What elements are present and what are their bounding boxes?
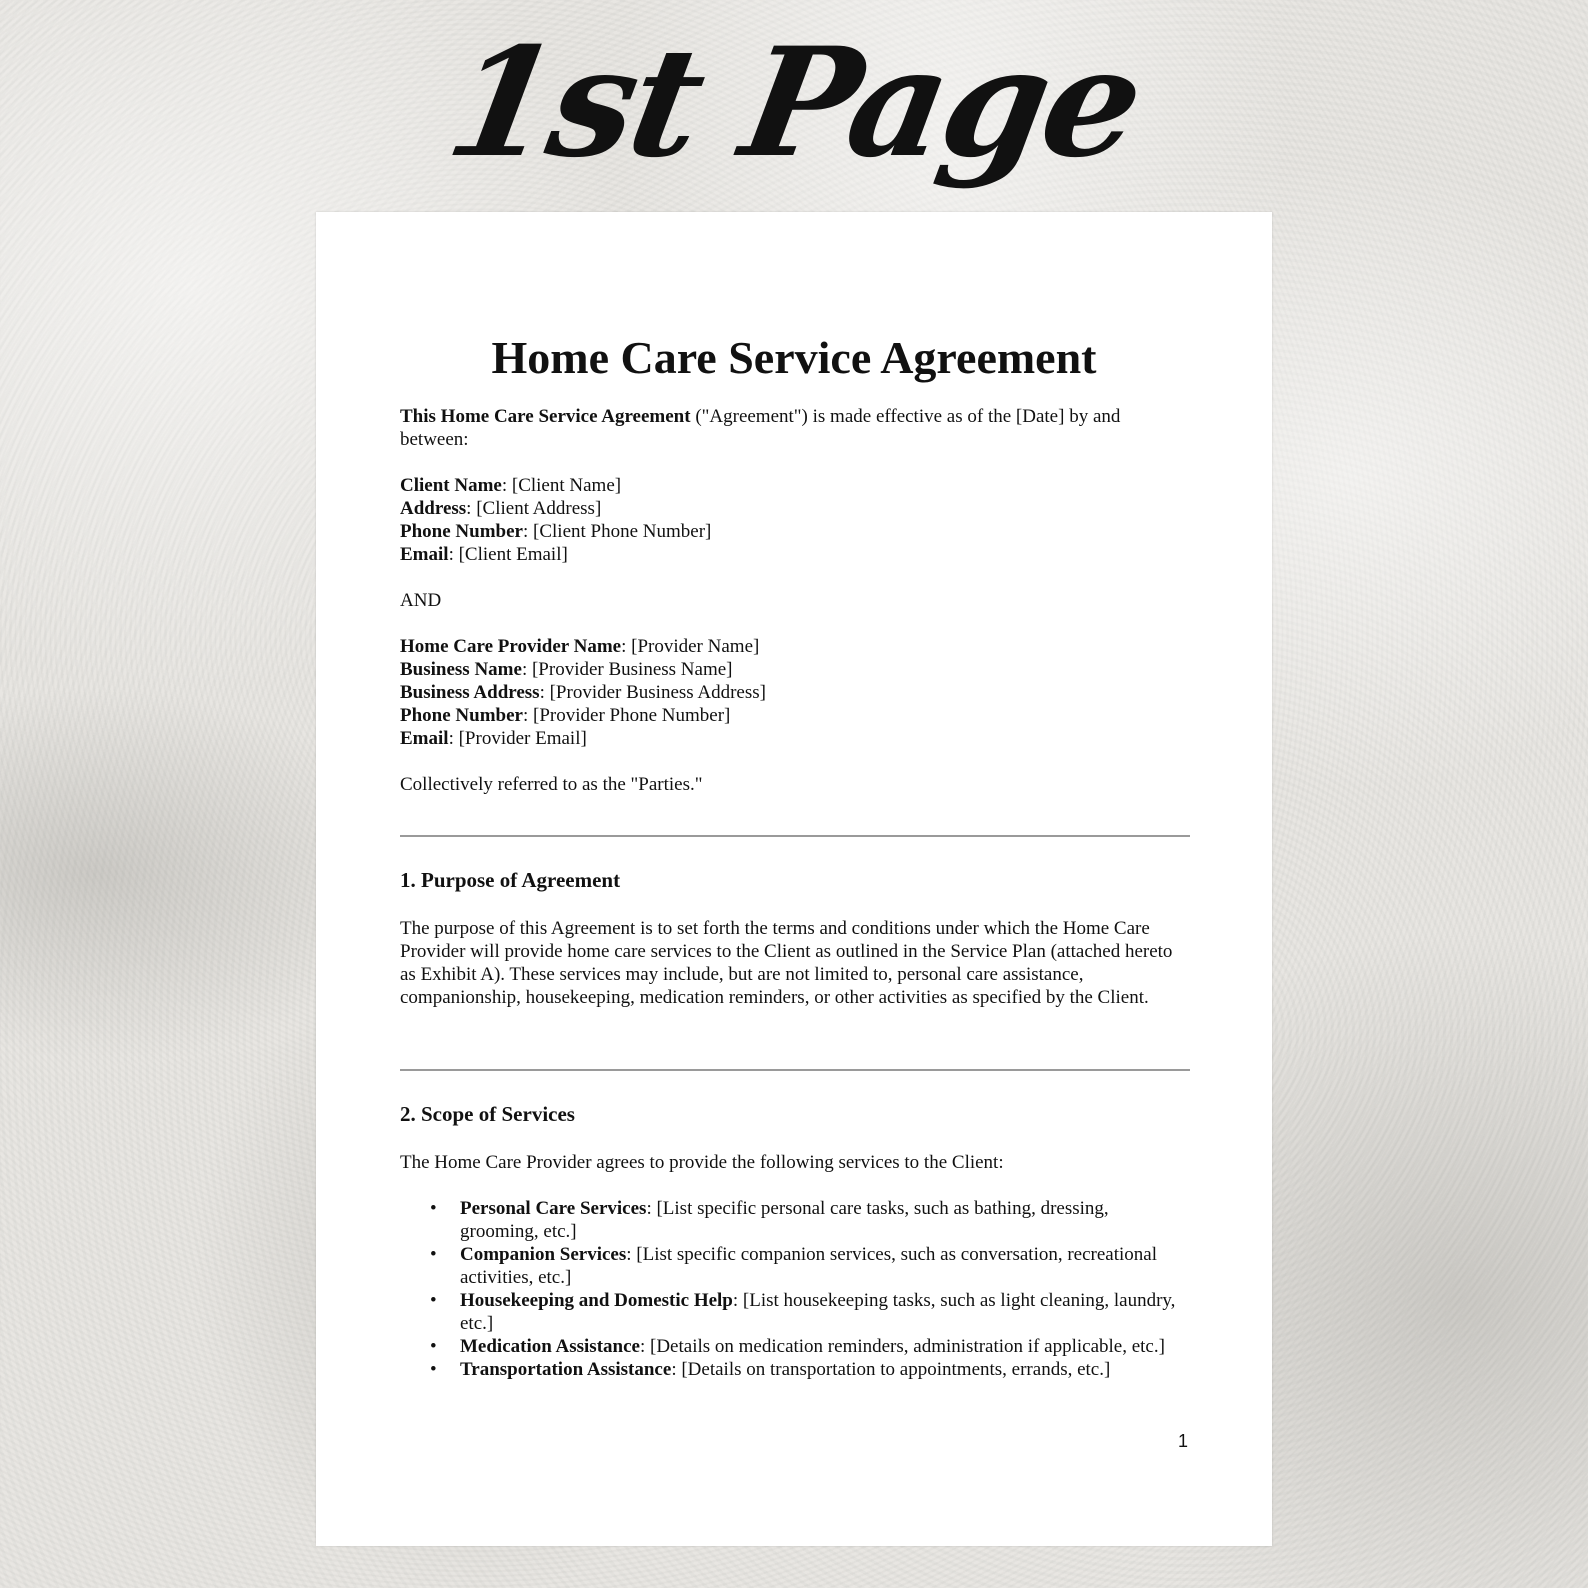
section-divider bbox=[400, 1069, 1190, 1071]
document-page bbox=[316, 212, 1272, 1546]
intro-block bbox=[400, 405, 1190, 796]
provider-field-value: : [Provider Phone Number] bbox=[522, 705, 731, 726]
section-1-paragraph: The purpose of this Agreement is to set forth the terms and conditions under which the Home Care Provider will provide home care services to the Client as outlined in the Service Plan (attached hereto as Exhibit A). These services may include, but are not limited to, personal care assistance, companionship, housekeeping, medication reminders, or other activities as specified by the Client. bbox=[400, 918, 1173, 1008]
client-field-label: Client Name bbox=[400, 475, 502, 496]
client-field-value: : [Client Email] bbox=[448, 544, 568, 565]
section-2-intro bbox=[400, 1151, 1190, 1174]
section-1-heading: 1. Purpose of Agreement bbox=[400, 868, 621, 892]
provider-field bbox=[400, 635, 1190, 658]
services-list bbox=[400, 1197, 1190, 1381]
client-field bbox=[400, 520, 1190, 543]
service-label: Personal Care Services bbox=[460, 1198, 647, 1219]
banner-title: 1st Page bbox=[436, 15, 1152, 191]
document-title: Home Care Service Agreement bbox=[491, 332, 1097, 383]
service-text: : [List specific companion services, such as conversation, recreational activities, etc.] bbox=[460, 1244, 1157, 1288]
client-field bbox=[400, 474, 1190, 497]
section-1-body bbox=[400, 917, 1190, 1009]
intro-rest: ("Agreement") is made effective as of the [Date] by and between: bbox=[400, 406, 1121, 450]
service-label: Transportation Assistance bbox=[460, 1359, 672, 1380]
service-text: : [Details on transportation to appointments, errands, etc.] bbox=[671, 1359, 1111, 1380]
intro-bold: This Home Care Service Agreement bbox=[400, 406, 691, 427]
provider-details bbox=[400, 635, 1190, 750]
provider-field bbox=[400, 658, 1190, 681]
bullet-icon: • bbox=[430, 1290, 437, 1311]
client-details bbox=[400, 474, 1190, 566]
provider-field bbox=[400, 704, 1190, 727]
list-item bbox=[430, 1289, 1190, 1335]
page-number: 1 bbox=[1178, 1431, 1189, 1451]
service-text: : [Details on medication reminders, administration if applicable, etc.] bbox=[639, 1336, 1165, 1357]
client-field-value: : [Client Name] bbox=[501, 475, 622, 496]
service-label: Medication Assistance bbox=[460, 1336, 640, 1357]
section-divider bbox=[400, 835, 1190, 837]
client-field-label: Address bbox=[400, 498, 467, 519]
provider-field-value: : [Provider Email] bbox=[448, 728, 587, 749]
provider-field-value: : [Provider Name] bbox=[621, 636, 760, 657]
client-field-label: Phone Number bbox=[400, 521, 523, 542]
service-text: : [List specific personal care tasks, such as bathing, dressing, grooming, etc.] bbox=[460, 1198, 1109, 1242]
list-item bbox=[430, 1358, 1190, 1381]
provider-field-label: Home Care Provider Name bbox=[400, 636, 622, 657]
bullet-icon: • bbox=[430, 1359, 437, 1380]
bullet-icon: • bbox=[430, 1198, 437, 1219]
provider-field-label: Email bbox=[400, 728, 449, 749]
client-field-label: Email bbox=[400, 544, 449, 565]
provider-field-label: Business Name bbox=[400, 659, 522, 680]
provider-field-label: Business Address bbox=[400, 682, 540, 703]
provider-field-label: Phone Number bbox=[400, 705, 523, 726]
parties-statement: Collectively referred to as the "Parties." bbox=[400, 774, 703, 795]
client-field-value: : [Client Address] bbox=[466, 498, 602, 519]
list-item bbox=[430, 1243, 1190, 1289]
service-label: Companion Services bbox=[460, 1244, 627, 1265]
and-separator: AND bbox=[400, 590, 442, 611]
list-item bbox=[430, 1197, 1190, 1243]
service-text: : [List housekeeping tasks, such as light cleaning, laundry, etc.] bbox=[460, 1290, 1176, 1334]
client-field bbox=[400, 543, 1190, 566]
provider-field-value: : [Provider Business Address] bbox=[539, 682, 766, 703]
provider-field bbox=[400, 727, 1190, 750]
client-field-value: : [Client Phone Number] bbox=[522, 521, 712, 542]
bullet-icon: • bbox=[430, 1336, 437, 1357]
client-field bbox=[400, 497, 1190, 520]
section-2-heading: 2. Scope of Services bbox=[400, 1102, 575, 1126]
section-2-intro-paragraph: The Home Care Provider agrees to provide the following services to the Client: bbox=[400, 1152, 1004, 1173]
service-label: Housekeeping and Domestic Help bbox=[460, 1290, 733, 1311]
provider-field bbox=[400, 681, 1190, 704]
list-item bbox=[430, 1335, 1190, 1358]
provider-field-value: : [Provider Business Name] bbox=[521, 659, 733, 680]
bullet-icon: • bbox=[430, 1244, 437, 1265]
intro-paragraph bbox=[400, 405, 1190, 451]
